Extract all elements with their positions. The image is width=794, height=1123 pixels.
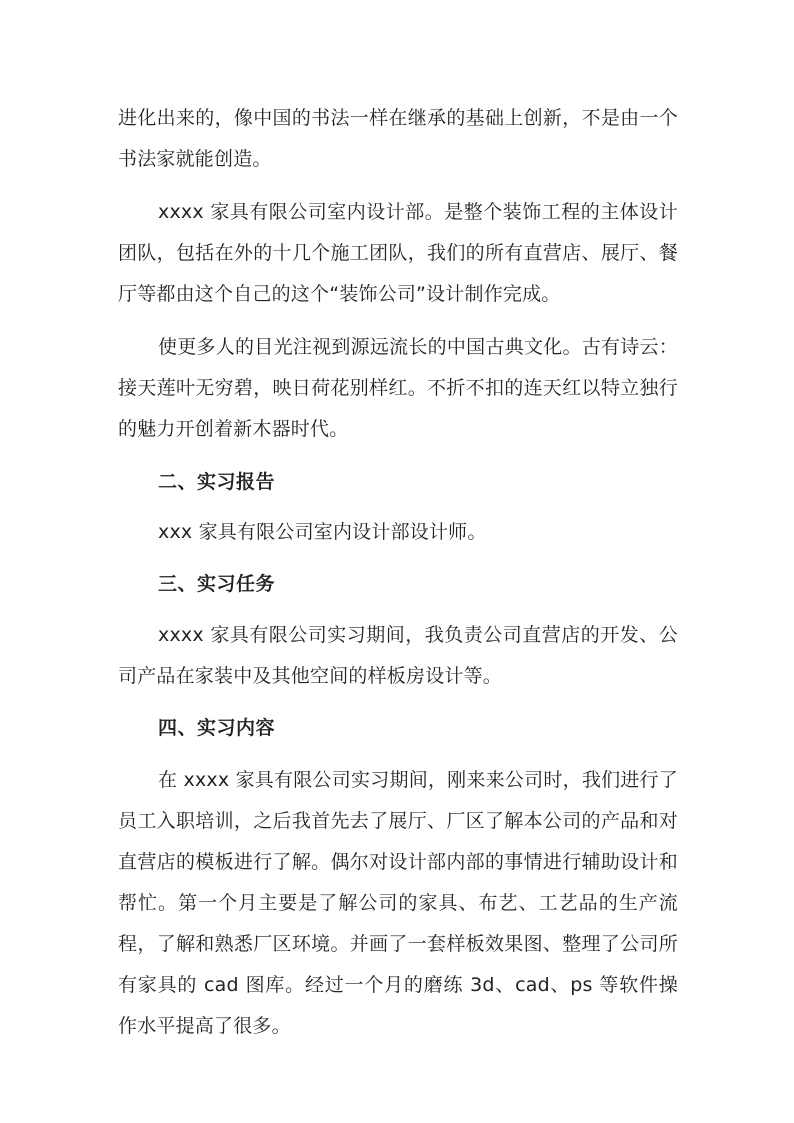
heading-internship-content: 四、实习内容 [158,717,276,739]
heading-internship-report: 二、实习报告 [158,471,276,493]
paragraph-calligraphy: 进化出来的，像中国的书法一样在继承的基础上创新，不是由一个书法家就能创造。 [118,107,678,170]
paragraph-content: 在 xxxx 家具有限公司实习期间，刚来来公司时，我们进行了员工入职培训，之后我首先去了展厅、厂区了解本公司的产品和对直营店的模板进行了解。偶尔对设计部内部的事情进行辅助设计和帮忙。第一个月主要是了解公司的家具、布艺、工艺品的生产流程，了解和熟悉厂区环境。并画了一套样板效果图、整理了公司所有家具的 cad 图库。经过一个月的磨练 3d、cad、ps 等软件操作水平提高了很多。 [118,769,678,1037]
paragraph-position: xxx 家具有限公司室内设计部设计师。 [158,521,487,543]
paragraph-classical-culture: 使更多人的目光注视到源远流长的中国古典文化。古有诗云：接天莲叶无穷碧，映日荷花别样红。不折不扣的连天红以特立独行的魅力开创着新木器时代。 [118,336,678,440]
paragraph-tasks: xxxx 家具有限公司实习期间，我负责公司直营店的开发、公司产品在家装中及其他空间的样板房设计等。 [118,624,678,687]
heading-internship-tasks: 三、实习任务 [158,573,276,595]
paragraph-design-department: xxxx 家具有限公司室内设计部。是整个装饰工程的主体设计团队，包括在外的十几个施工团队，我们的所有直营店、展厅、餐厅等都由这个自己的这个“装饰公司”设计制作完成。 [118,201,678,305]
